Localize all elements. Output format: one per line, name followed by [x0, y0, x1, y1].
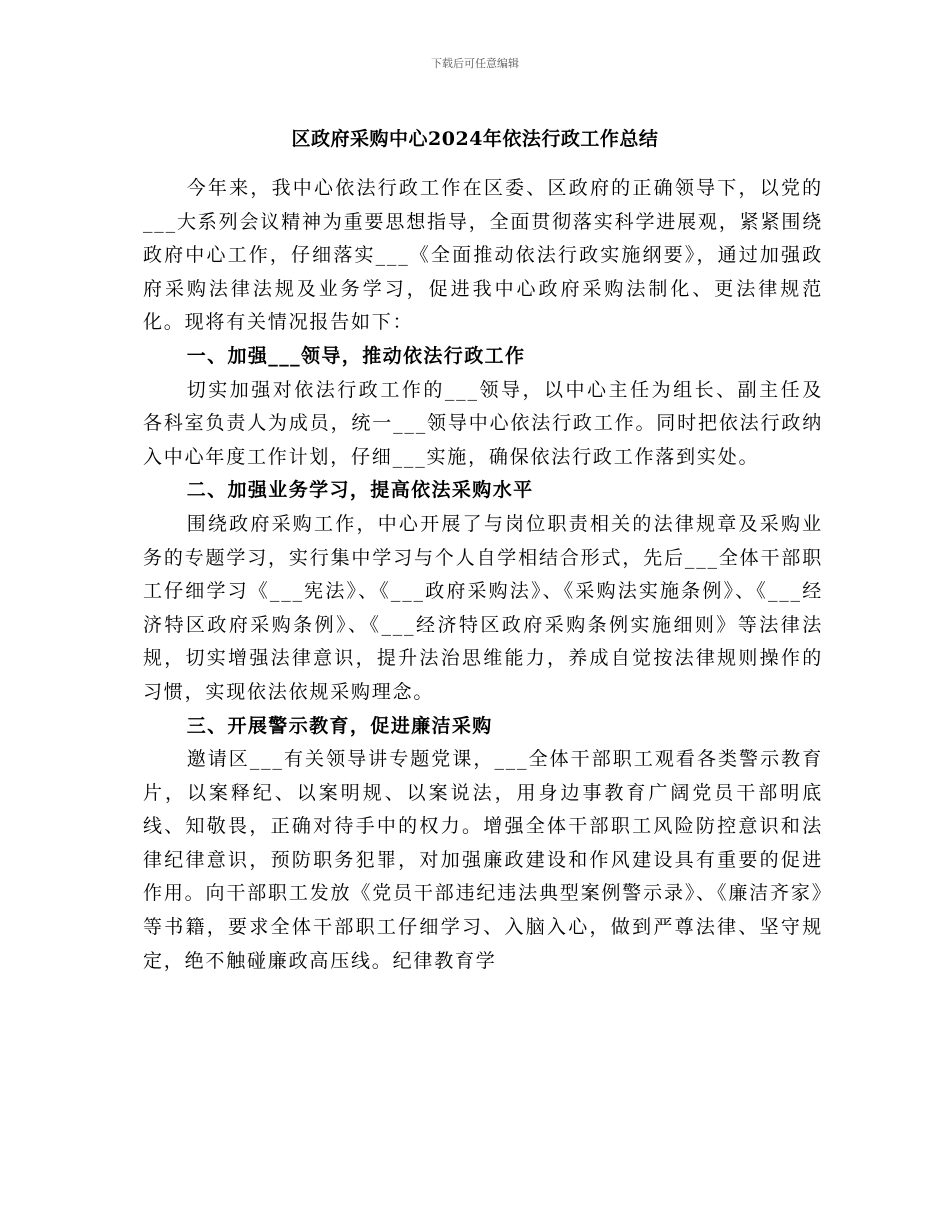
section-heading-2: 二、加强业务学习，提高依法采购水平 — [186, 479, 534, 502]
section-body-3: 邀请区___有关领导讲专题党课，___全体干部职工观看各类警示教育片，以案释纪、以案明规、以案说法，用身边事教育广阔党员干部明底线、知敬畏，正确对待手中的权力。增强全体干部职工风险防控意识和法律纪律意识，预防职务犯罪，对加强廉政建设和作风建设具有重要的促进作用。向干部职工发放《党员干部违纪违法典型案例警示录》、《廉洁齐家》等书籍，要求全体干部职工仔细学习、入脑入心，做到严尊法律、坚守规定，绝不触碰廉政高压线。纪律教育学 — [143, 748, 823, 972]
section-body-1: 切实加强对依法行政工作的___领导，以中心主任为组长、副主任及各科室负责人为成员，统一___领导中心依法行政工作。同时把依法行政纳入中心年度工作计划，仔细___实施，确保依法行政工作落到实处。 — [143, 378, 823, 468]
intro-paragraph: 今年来，我中心依法行政工作在区委、区政府的正确领导下，以党的___大系列会议精神为重要思想指导，全面贯彻落实科学进展观，紧紧围绕政府中心工作，仔细落实___《全面推动依法行政实施纲要》，通过加强政府采购法律法规及业务学习，促进我中心政府采购法制化、更法律规范化。现将有关情况报告如下： — [143, 177, 823, 334]
header-note: 下载后可任意编辑 — [431, 57, 519, 70]
section-heading-3: 三、开展警示教育，促进廉洁采购 — [186, 714, 493, 737]
section-body-2: 围绕政府采购工作，中心开展了与岗位职责相关的法律规章及采购业务的专题学习，实行集中学习与个人自学相结合形式，先后___全体干部职工仔细学习《___宪法》、《___政府采购法》、《采购法实施条例》、《___经济特区政府采购条例》、《___经济特区政府采购条例实施细则》等法律法规，切实增强法律意识，提升法治思维能力，养成自觉按法律规则操作的习惯，实现依法依规采购理念。 — [143, 512, 823, 703]
document-body — [143, 172, 823, 978]
section-heading-1: 一、加强___领导，推动依法行政工作 — [186, 344, 526, 367]
document-title: 区政府采购中心2024年依法行政工作总结 — [291, 128, 659, 150]
